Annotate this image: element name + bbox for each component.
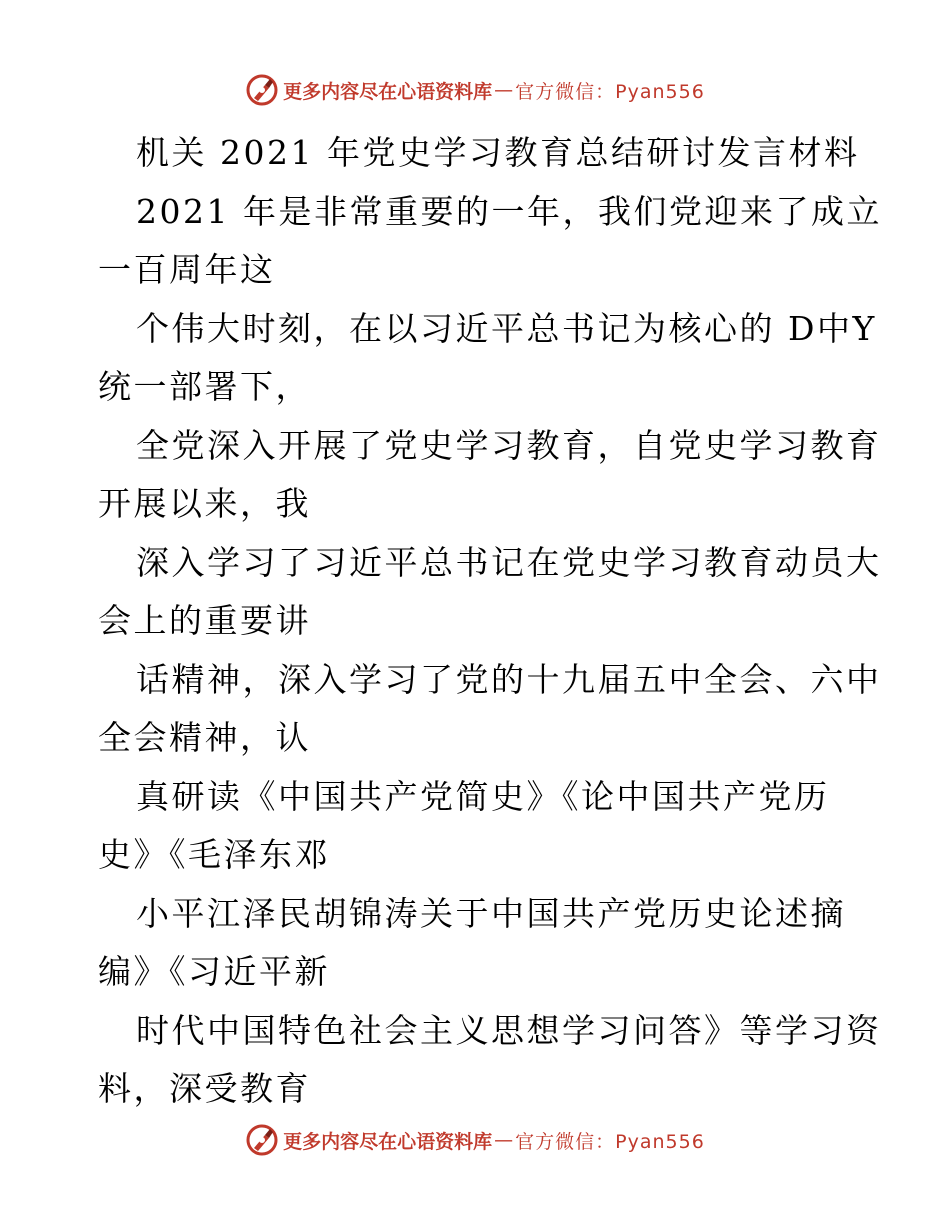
brush-pen-logo-icon <box>245 73 279 107</box>
text-line: 全党深入开展了党史学习教育，自党史学习教育 <box>136 425 882 465</box>
watermark-contact-text: 官方微信：Pyan556 <box>515 1130 705 1153</box>
watermark-separator: — <box>494 79 514 101</box>
text-line: 全会精神，认 <box>98 718 311 757</box>
text-line: 深入学习了习近平总书记在党史学习教育动员大 <box>136 542 882 582</box>
watermark-contact-text: 官方微信：Pyan556 <box>515 80 705 103</box>
text-line: 编》《习近平新 <box>98 952 330 991</box>
watermark-separator: — <box>494 1129 514 1151</box>
text-line: 时代中国特色社会主义思想学习问答》等学习资 <box>136 1010 882 1050</box>
document-body <box>98 124 882 1119</box>
text-line: 料，深受教育 <box>98 1069 311 1108</box>
watermark-main-text: 更多内容尽在心语资料库 <box>283 80 493 103</box>
watermark-footer <box>0 1120 950 1160</box>
text-line: 2021 年是非常重要的一年，我们党迎来了成立 <box>136 191 882 231</box>
text-line: 个伟大时刻，在以习近平总书记为核心的 D中Y <box>136 308 877 348</box>
watermark-main-text: 更多内容尽在心语资料库 <box>283 1130 493 1153</box>
text-line: 会上的重要讲 <box>98 601 311 640</box>
text-line: 小平江泽民胡锦涛关于中国共产党历史论述摘 <box>136 893 846 933</box>
text-line: 开展以来，我 <box>98 484 311 523</box>
text-line: 真研读《中国共产党简史》《论中国共产党历 <box>136 776 830 816</box>
text-line: 话精神，深入学习了党的十九届五中全会、六中 <box>136 659 882 699</box>
watermark-header <box>0 70 950 110</box>
text-line: 统一部署下， <box>98 367 311 406</box>
brush-pen-logo-icon <box>245 1123 279 1157</box>
text-line: 史》《毛泽东邓 <box>98 835 330 874</box>
text-line: 一百周年这 <box>98 250 276 289</box>
document-title: 机关 2021 年党史学习教育总结研讨发言材料 <box>136 133 860 172</box>
